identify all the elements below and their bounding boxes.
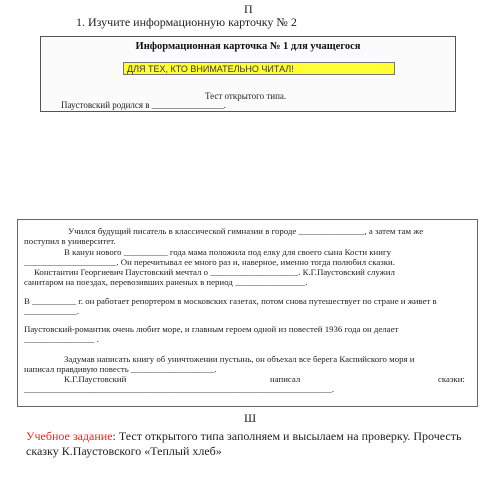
text-line: написал xyxy=(270,374,301,384)
text-line: Паустовский-романтик очень любит море, и главным героем одной из повестей 1936 года он делает xyxy=(24,324,399,334)
text-line: Константин Георгиевич Паустовский мечтал о ____________________. К.Г.Паустовский служил xyxy=(34,267,395,277)
card-question-line: Паустовский родился в ________________. xyxy=(61,100,227,110)
text-line: ____________. xyxy=(24,306,79,316)
text-line: санитаром на поездах, перевозивших раненых в период ________________. xyxy=(24,277,308,287)
text-line: В __________ г. он работает репортером в московских газетах, потом снова путешествует по стране и живет в xyxy=(24,296,437,306)
assignment-text xyxy=(26,429,461,459)
text-line: написал правдивую повесть ___________________. xyxy=(24,364,217,374)
card-title: Информационная карточка № 1 для учащегося xyxy=(135,41,361,52)
assignment-line-2: сказку К.Паустовского «Теплый хлеб» xyxy=(26,444,222,458)
fill-in-text-box xyxy=(17,219,478,407)
text-line: сказки: xyxy=(438,374,465,384)
assignment-label: Учебное задание xyxy=(26,429,113,443)
text-line: Учился будущий писатель в классической гимназии в городе _______________, а затем там же xyxy=(68,226,424,236)
assignment-line-1: : Тест открытого типа заполняем и высылаем на проверку. Прочесть xyxy=(112,429,462,443)
text-line: К.Г.Паустовский xyxy=(64,374,127,384)
section-marker-bottom: Ш xyxy=(244,411,257,425)
section-marker-top: П xyxy=(244,2,253,16)
info-card xyxy=(40,36,456,112)
text-line: _____________________. Он перечитывал ее много раз и, наверное, именно тогда полюбил сказки. xyxy=(24,257,395,267)
text-line: Задумав написать книгу об уничтожении пустынь, он объехал все берега Каспийского моря и xyxy=(64,354,415,364)
text-line: ________________ . xyxy=(24,334,99,344)
text-line: ______________________________________________________________________. xyxy=(24,384,335,394)
card-highlight-banner: ДЛЯ ТЕХ, КТО ВНИМАТЕЛЬНО ЧИТАЛ! xyxy=(123,62,395,75)
task-item: 1. Изучите информационную карточку № 2 xyxy=(76,15,297,29)
text-line: В канун нового __________ года мама положила под елку для своего сына Кости книгу xyxy=(64,247,391,257)
text-line: поступил в университет. xyxy=(24,236,116,246)
card-subtitle: Тест открытого типа. xyxy=(205,91,287,101)
